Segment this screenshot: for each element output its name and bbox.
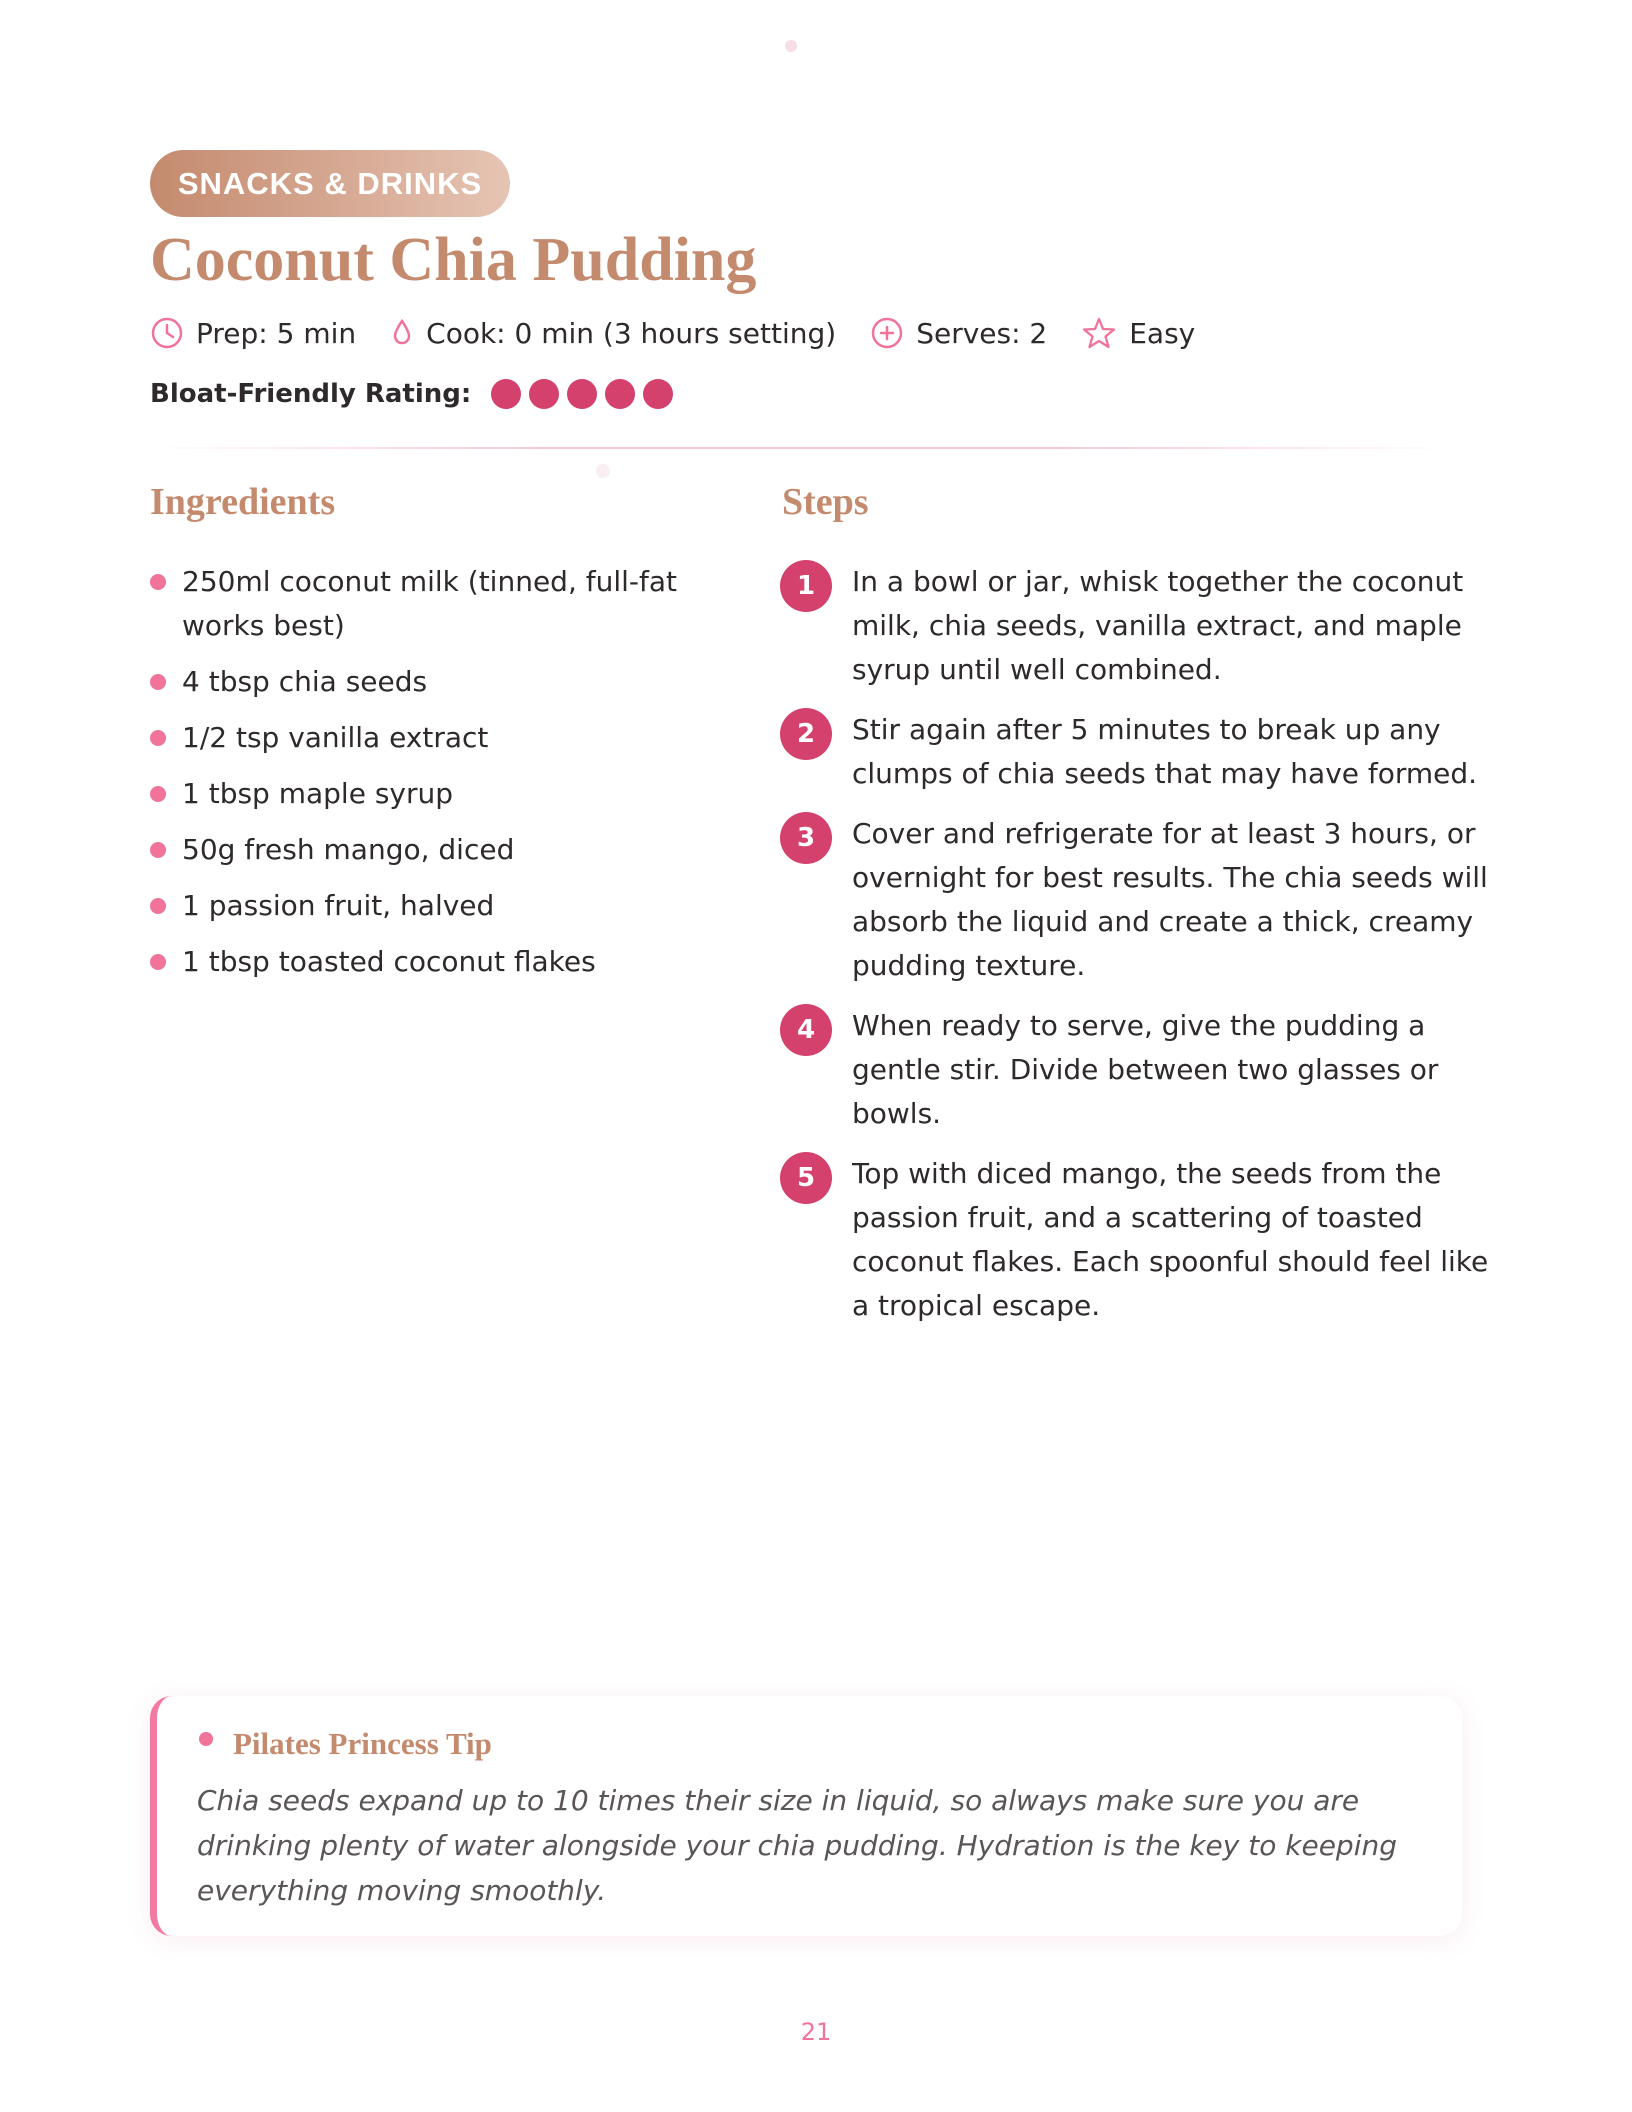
meta-difficulty: [1081, 315, 1195, 351]
ingredient-text: 1 tbsp toasted coconut flakes: [182, 945, 596, 978]
section-divider: [150, 447, 1450, 449]
ingredient-text: 1/2 tsp vanilla extract: [182, 721, 489, 754]
list-item: [150, 828, 750, 872]
bullet: [150, 898, 166, 914]
tip-title: Pilates Princess Tip: [233, 1726, 492, 1761]
step-text: Stir again after 5 minutes to break up any clumps of chia seeds that may have formed.: [852, 713, 1478, 790]
step-number: 2: [780, 708, 832, 760]
bloat-rating: [150, 371, 681, 417]
step-number: 3: [780, 812, 832, 864]
ingredients-list: [150, 560, 750, 996]
rating-dot: [567, 379, 597, 409]
clock-icon: [150, 316, 184, 350]
rating-dot: [529, 379, 559, 409]
rating-dot: [605, 379, 635, 409]
ingredient-text: 1 passion fruit, halved: [182, 889, 495, 922]
ingredient-text: 1 tbsp maple syrup: [182, 777, 454, 810]
meta-prep-text: Prep: 5 min: [196, 316, 357, 350]
bullet: [150, 786, 166, 802]
recipe-title: Coconut Chia Pudding: [150, 226, 757, 294]
list-item: [150, 716, 750, 760]
meta-cook: [390, 316, 836, 350]
ingredients-heading: Ingredients: [150, 481, 336, 523]
step-text: Top with diced mango, the seeds from the passion fruit, and a scattering of toasted coconut flakes. Each spoonful should feel like a tropical escape.: [852, 1157, 1489, 1322]
star-icon: [1081, 315, 1117, 351]
decorative-dot: [785, 40, 797, 52]
meta-cook-text: Cook: 0 min (3 hours setting): [426, 316, 837, 350]
list-item: [150, 940, 750, 984]
rating-label: Bloat-Friendly Rating:: [150, 379, 472, 409]
tip-box: [150, 1696, 1462, 1936]
rating-dot: [491, 379, 521, 409]
steps-heading: Steps: [782, 481, 869, 523]
bullet: [150, 954, 166, 970]
list-item: [150, 772, 750, 816]
recipe-meta: [150, 309, 1229, 357]
bullet: [150, 574, 166, 590]
tip-bullet: [199, 1732, 213, 1746]
list-item: [150, 560, 750, 648]
plus-circle-icon: [870, 316, 904, 350]
category-badge: SNACKS & DRINKS: [150, 150, 510, 217]
step-item: [780, 708, 1510, 796]
steps-list: [780, 560, 1510, 1344]
bullet: [150, 674, 166, 690]
tip-header: [199, 1726, 492, 1762]
decorative-dot: [596, 464, 610, 478]
list-item: [150, 660, 750, 704]
step-text: In a bowl or jar, whisk together the coconut milk, chia seeds, vanilla extract, and maple syrup until well combined.: [852, 565, 1464, 686]
meta-prep: [150, 316, 356, 350]
step-text: Cover and refrigerate for at least 3 hours, or overnight for best results. The chia seeds will absorb the liquid and create a thick, creamy pudding texture.: [852, 817, 1488, 982]
step-number: 4: [780, 1004, 832, 1056]
ingredient-text: 4 tbsp chia seeds: [182, 665, 428, 698]
rating-dot: [643, 379, 673, 409]
list-item: [150, 884, 750, 928]
drop-icon: [390, 316, 414, 350]
meta-serves-text: Serves: 2: [916, 316, 1048, 350]
step-item: [780, 560, 1510, 692]
meta-serves: [870, 316, 1047, 350]
meta-difficulty-text: Easy: [1129, 316, 1196, 350]
page-number: 21: [800, 2018, 832, 2046]
ingredient-text: 250ml coconut milk (tinned, full-fat works best): [182, 565, 678, 642]
bullet: [150, 842, 166, 858]
tip-text: Chia seeds expand up to 10 times their size in liquid, so always make sure you are drinking plenty of water alongside your chia pudding. Hydration is the key to keeping everything moving smoothly.: [197, 1784, 1398, 1907]
step-number: 1: [780, 560, 832, 612]
ingredient-text: 50g fresh mango, diced: [182, 833, 515, 866]
step-item: [780, 1152, 1510, 1328]
bullet: [150, 730, 166, 746]
step-number: 5: [780, 1152, 832, 1204]
step-text: When ready to serve, give the pudding a gentle stir. Divide between two glasses or bowls.: [852, 1009, 1439, 1130]
step-item: [780, 812, 1510, 988]
step-item: [780, 1004, 1510, 1136]
